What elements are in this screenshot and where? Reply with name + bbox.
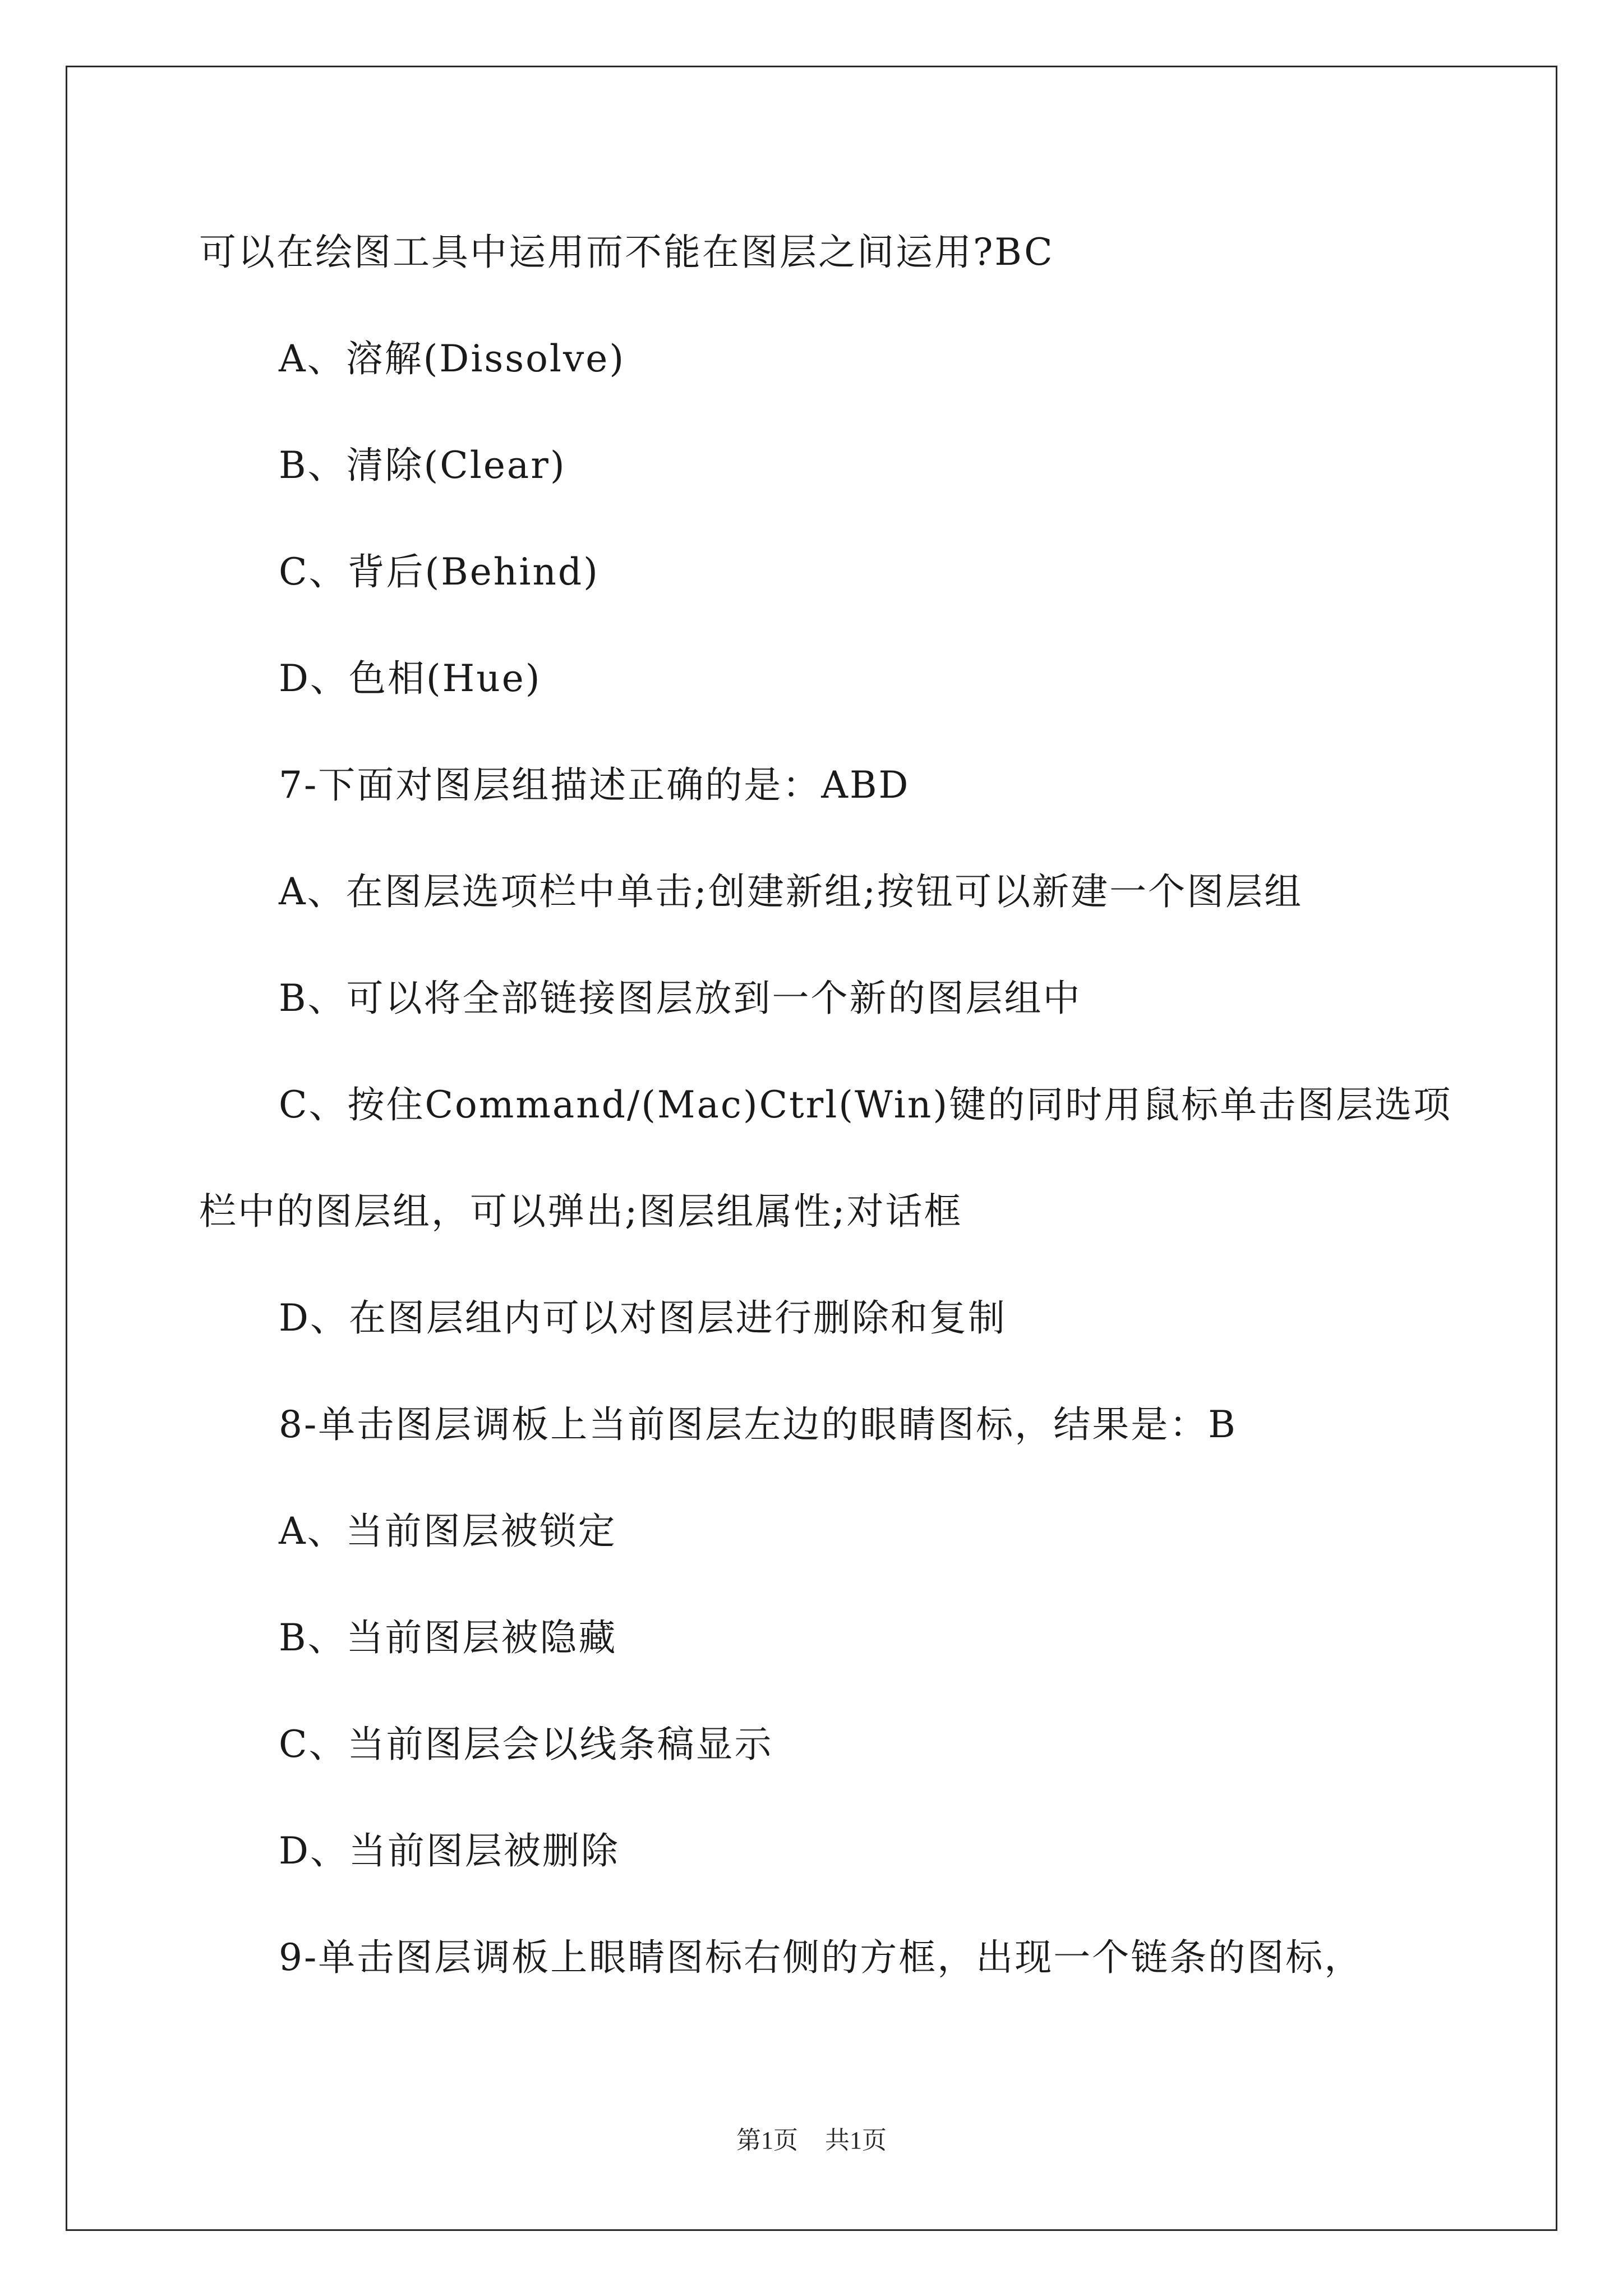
- option-line: C、当前图层会以线条稿显示: [279, 1723, 773, 1766]
- option-line: A、溶解(Dissolve): [279, 337, 626, 380]
- option-line: C、按住Command/(Mac)Ctrl(Win)键的同时用鼠标单击图层选项: [279, 1083, 1453, 1126]
- question-line: 9-单击图层调板上眼睛图标右侧的方框，出现一个链条的图标，: [279, 1936, 1363, 1979]
- option-line: D、在图层组内可以对图层进行删除和复制: [279, 1296, 1007, 1340]
- option-line: C、背后(Behind): [279, 550, 600, 593]
- page-number: 第1页: [736, 2127, 798, 2154]
- page-total: 共1页: [825, 2127, 887, 2154]
- option-line: A、在图层选项栏中单击;创建新组;按钮可以新建一个图层组: [279, 870, 1303, 913]
- option-line: B、清除(Clear): [279, 444, 566, 487]
- option-line: A、当前图层被锁定: [279, 1510, 617, 1553]
- option-line: B、可以将全部链接图层放到一个新的图层组中: [279, 977, 1082, 1020]
- page-border: [66, 66, 1557, 2231]
- question-line: 8-单击图层调板上当前图层左边的眼睛图标，结果是：B: [279, 1403, 1237, 1446]
- page-footer: [0, 2125, 1623, 2156]
- text-line: 可以在绘图工具中运用而不能在图层之间运用?BC: [199, 231, 1054, 274]
- question-line: 7-下面对图层组描述正确的是：ABD: [279, 763, 910, 807]
- option-line: D、色相(Hue): [279, 657, 542, 700]
- option-line: D、当前图层被删除: [279, 1829, 620, 1872]
- option-line-continued: 栏中的图层组，可以弹出;图层组属性;对话框: [199, 1190, 963, 1233]
- option-line: B、当前图层被隐藏: [279, 1616, 617, 1659]
